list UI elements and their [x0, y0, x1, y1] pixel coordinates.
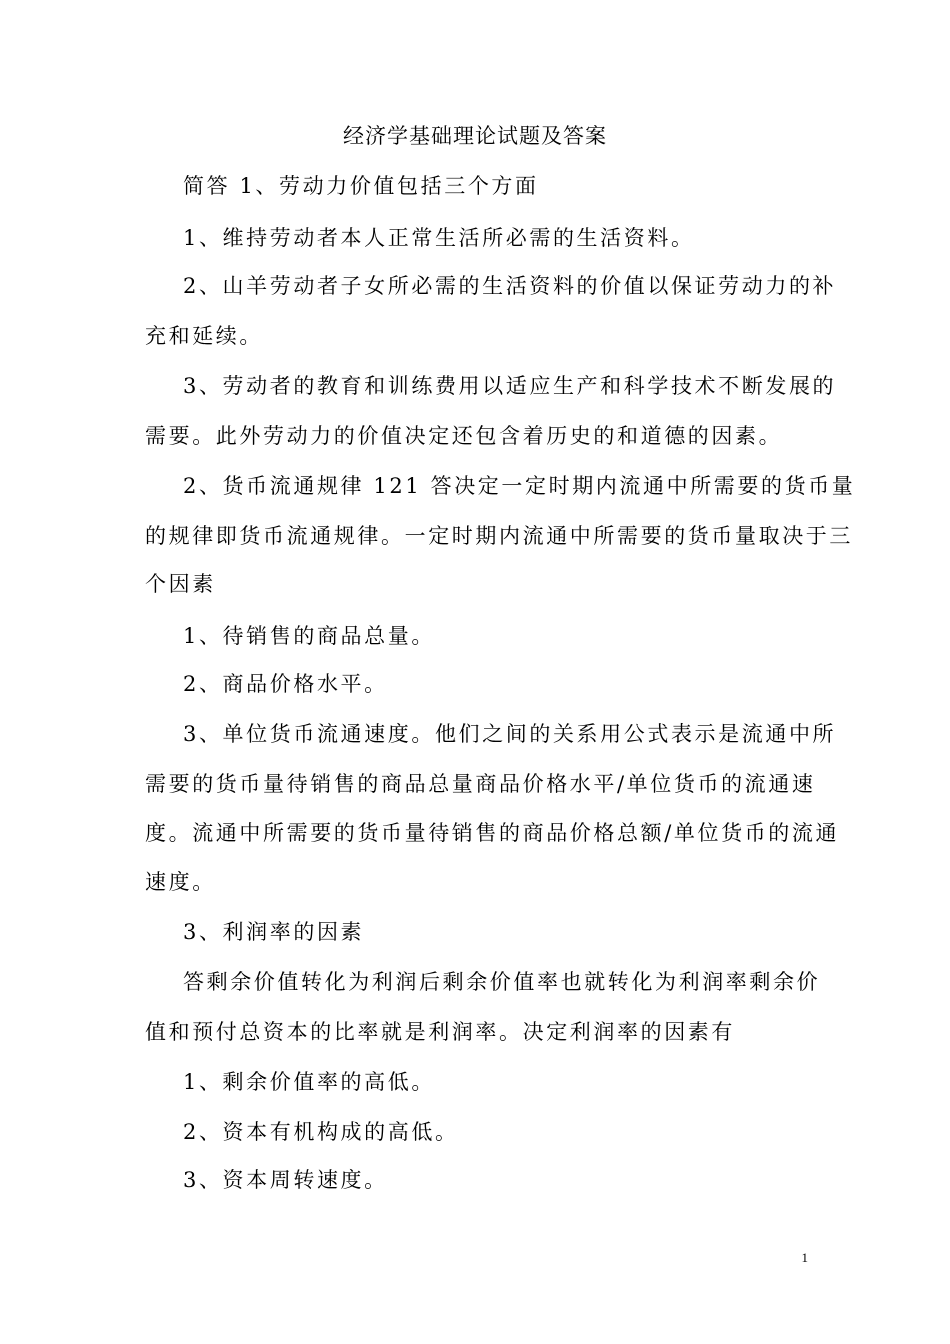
paragraph-line: 个因素 [145, 572, 216, 596]
paragraph-line: 1、待销售的商品总量。 [183, 624, 435, 648]
paragraph-line: 度。流通中所需要的货币量待销售的商品价格总额/单位货币的流通 [145, 821, 840, 845]
document-title: 经济学基础理论试题及答案 [343, 124, 607, 148]
paragraph-line: 1、维持劳动者本人正常生活所必需的生活资料。 [183, 226, 695, 250]
paragraph-line: 简答 1、劳动力价值包括三个方面 [183, 174, 539, 198]
paragraph-line: 3、利润率的因素 [183, 920, 365, 944]
paragraph-line: 3、劳动者的教育和训练费用以适应生产和科学技术不断发展的 [183, 374, 837, 398]
paragraph-line: 3、单位货币流通速度。他们之间的关系用公式表示是流通中所 [183, 722, 837, 746]
paragraph-line: 答剩余价值转化为利润后剩余价值率也就转化为利润率剩余价 [183, 970, 821, 994]
paragraph-line: 值和预付总资本的比率就是利润率。决定利润率的因素有 [145, 1020, 735, 1044]
page-number: 1 [801, 1250, 808, 1265]
paragraph-line: 2、商品价格水平。 [183, 672, 388, 696]
paragraph-line: 的规律即货币流通规律。一定时期内流通中所需要的货币量取决于三 [145, 524, 853, 548]
paragraph-line: 2、山羊劳动者子女所必需的生活资料的价值以保证劳动力的补 [183, 274, 837, 298]
paragraph-line: 需要的货币量待销售的商品总量商品价格水平/单位货币的流通速 [145, 772, 816, 796]
paragraph-line: 1、剩余价值率的高低。 [183, 1070, 435, 1094]
paragraph-line: 速度。 [145, 870, 216, 894]
paragraph-line: 充和延续。 [145, 324, 263, 348]
paragraph-line: 2、资本有机构成的高低。 [183, 1120, 459, 1144]
paragraph-line: 2、货币流通规律 121 答决定一定时期内流通中所需要的货币量 [183, 474, 856, 498]
paragraph-line: 3、资本周转速度。 [183, 1168, 388, 1192]
paragraph-line: 需要。此外劳动力的价值决定还包含着历史的和道德的因素。 [145, 424, 783, 448]
